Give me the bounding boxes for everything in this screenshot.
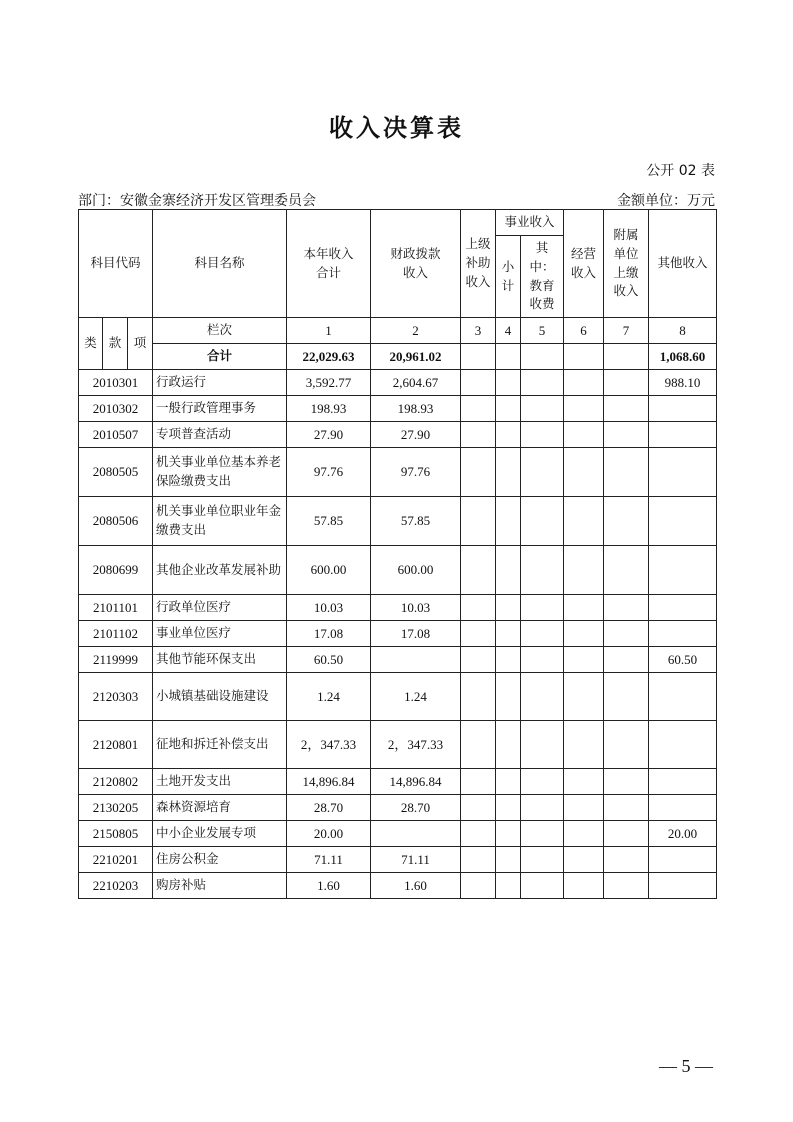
col-num: 6: [564, 318, 604, 344]
col-num: 2: [371, 318, 461, 344]
row-name: 行政运行: [153, 370, 287, 396]
row-code: 2080699: [79, 546, 153, 595]
row-total: 17.08: [287, 621, 371, 647]
empty-cell: [604, 396, 649, 422]
row-fiscal: 600.00: [371, 546, 461, 595]
row-other: [649, 595, 717, 621]
empty-cell: [521, 370, 564, 396]
row-code: 2101101: [79, 595, 153, 621]
row-fiscal: 71.11: [371, 847, 461, 873]
col-num: 3: [461, 318, 496, 344]
empty-cell: [604, 769, 649, 795]
empty-cell: [496, 595, 521, 621]
table-row: [79, 647, 717, 673]
row-total: 60.50: [287, 647, 371, 673]
row-name: 行政单位医疗: [153, 595, 287, 621]
row-name: 专项普查活动: [153, 422, 287, 448]
empty-cell: [496, 673, 521, 721]
row-code: 2080505: [79, 448, 153, 497]
header-name: 科目名称: [153, 210, 287, 318]
row-code: 2010302: [79, 396, 153, 422]
empty-cell: [521, 673, 564, 721]
row-other: [649, 422, 717, 448]
row-code: 2101102: [79, 621, 153, 647]
row-code: 2080506: [79, 497, 153, 546]
row-code: 2119999: [79, 647, 153, 673]
row-other: [649, 673, 717, 721]
row-name: 征地和拆迁补偿支出: [153, 721, 287, 769]
col-num: 5: [521, 318, 564, 344]
empty-cell: [564, 370, 604, 396]
empty-cell: [461, 621, 496, 647]
empty-cell: [461, 546, 496, 595]
row-fiscal: 10.03: [371, 595, 461, 621]
total-fiscal: 20,961.02: [371, 344, 461, 370]
empty-cell: [604, 621, 649, 647]
row-name: 中小企业发展专项: [153, 821, 287, 847]
row-other: [649, 497, 717, 546]
empty-cell: [496, 873, 521, 899]
row-code: 2150805: [79, 821, 153, 847]
row-total: 14,896.84: [287, 769, 371, 795]
empty-cell: [461, 647, 496, 673]
empty-cell: [564, 621, 604, 647]
row-code: 2010507: [79, 422, 153, 448]
row-total: 1.24: [287, 673, 371, 721]
empty-cell: [496, 769, 521, 795]
empty-cell: [604, 821, 649, 847]
empty-cell: [521, 847, 564, 873]
empty-cell: [521, 621, 564, 647]
empty-cell: [604, 595, 649, 621]
empty-cell: [461, 673, 496, 721]
total-other: 1,068.60: [649, 344, 717, 370]
row-fiscal: 97.76: [371, 448, 461, 497]
amount-unit-label: 金额单位：万元: [617, 193, 715, 209]
row-fiscal: 28.70: [371, 795, 461, 821]
row-name: 森林资源培育: [153, 795, 287, 821]
page-number: — 5 —: [659, 1056, 713, 1076]
header-subtotal: 小 计: [496, 236, 521, 318]
row-name: 其他节能环保支出: [153, 647, 287, 673]
row-code: 2120802: [79, 769, 153, 795]
empty-cell: [564, 422, 604, 448]
empty-cell: [564, 673, 604, 721]
row-total: 28.70: [287, 795, 371, 821]
empty-cell: [564, 448, 604, 497]
empty-cell: [521, 497, 564, 546]
empty-cell: [564, 396, 604, 422]
empty-cell: [496, 370, 521, 396]
row-total: 2，347.33: [287, 721, 371, 769]
row-name: 一般行政管理事务: [153, 396, 287, 422]
empty-cell: [496, 448, 521, 497]
row-fiscal: 27.90: [371, 422, 461, 448]
empty-cell: [521, 647, 564, 673]
row-fiscal: 14,896.84: [371, 769, 461, 795]
row-other: [649, 873, 717, 899]
empty-cell: [496, 497, 521, 546]
income-table: [78, 209, 717, 899]
empty-cell: [496, 396, 521, 422]
header-business: 事业收入: [496, 210, 564, 236]
empty-cell: [496, 821, 521, 847]
empty-cell: [564, 647, 604, 673]
row-fiscal: 198.93: [371, 396, 461, 422]
empty-cell: [521, 873, 564, 899]
row-code: 2210203: [79, 873, 153, 899]
empty-cell: [521, 448, 564, 497]
table-row: [79, 821, 717, 847]
row-total: 1.60: [287, 873, 371, 899]
table-row: [79, 546, 717, 595]
empty-cell: [496, 847, 521, 873]
row-other: 60.50: [649, 647, 717, 673]
total-amount: 22,029.63: [287, 344, 371, 370]
empty-cell: [521, 821, 564, 847]
empty-cell: [461, 370, 496, 396]
empty-cell: [564, 821, 604, 847]
row-total: 198.93: [287, 396, 371, 422]
empty-cell: [604, 795, 649, 821]
empty-cell: [604, 847, 649, 873]
empty-cell: [521, 546, 564, 595]
empty-cell: [604, 422, 649, 448]
table-row: [79, 396, 717, 422]
empty-cell: [564, 873, 604, 899]
row-other: [649, 621, 717, 647]
header-kuan: 款: [103, 318, 128, 370]
row-code: 2010301: [79, 370, 153, 396]
row-fiscal: 2，347.33: [371, 721, 461, 769]
empty-cell: [521, 595, 564, 621]
row-total: 20.00: [287, 821, 371, 847]
empty-cell: [604, 721, 649, 769]
table-row: [79, 621, 717, 647]
col-num: 4: [496, 318, 521, 344]
table-row: [79, 873, 717, 899]
empty-cell: [496, 795, 521, 821]
empty-cell: [564, 595, 604, 621]
table-row: [79, 673, 717, 721]
empty-cell: [521, 721, 564, 769]
row-code: 2120801: [79, 721, 153, 769]
row-other: [649, 795, 717, 821]
empty-cell: [496, 721, 521, 769]
row-name: 住房公积金: [153, 847, 287, 873]
row-other: 988.10: [649, 370, 717, 396]
row-name: 购房补贴: [153, 873, 287, 899]
row-fiscal: [371, 821, 461, 847]
table-row: [79, 448, 717, 497]
header-fiscal: 财政拨款 收入: [371, 210, 461, 318]
empty-cell: [521, 396, 564, 422]
row-total: 97.76: [287, 448, 371, 497]
empty-cell: [496, 546, 521, 595]
row-other: [649, 721, 717, 769]
table-row: [79, 721, 717, 769]
empty-cell: [496, 621, 521, 647]
row-fiscal: 17.08: [371, 621, 461, 647]
row-name: 土地开发支出: [153, 769, 287, 795]
row-name: 机关事业单位基本养老保险缴费支出: [153, 448, 287, 497]
row-fiscal: 2,604.67: [371, 370, 461, 396]
empty-cell: [604, 546, 649, 595]
header-xiang: 项: [128, 318, 153, 370]
row-fiscal: 1.60: [371, 873, 461, 899]
header-affiliated: 附属 单位 上缴 收入: [604, 210, 649, 318]
form-number: 公开 02 表: [646, 163, 715, 179]
header-other: 其他收入: [649, 210, 717, 318]
empty-cell: [461, 497, 496, 546]
row-other: [649, 546, 717, 595]
row-code: 2130205: [79, 795, 153, 821]
row-fiscal: 57.85: [371, 497, 461, 546]
col-num: 7: [604, 318, 649, 344]
empty-cell: [461, 396, 496, 422]
table-row: [79, 795, 717, 821]
table-row: [79, 769, 717, 795]
data-rows: [79, 370, 717, 899]
row-total: 10.03: [287, 595, 371, 621]
row-total: 57.85: [287, 497, 371, 546]
empty-cell: [461, 721, 496, 769]
empty-cell: [604, 448, 649, 497]
row-other: [649, 448, 717, 497]
empty-cell: [604, 673, 649, 721]
empty-cell: [461, 448, 496, 497]
page-title: 收入决算表: [329, 114, 464, 142]
row-other: [649, 769, 717, 795]
row-code: 2120303: [79, 673, 153, 721]
empty-cell: [604, 873, 649, 899]
row-name: 事业单位医疗: [153, 621, 287, 647]
row-name: 小城镇基础设施建设: [153, 673, 287, 721]
total-label: 合计: [153, 344, 287, 370]
empty-cell: [604, 497, 649, 546]
row-other: 20.00: [649, 821, 717, 847]
table-row: [79, 595, 717, 621]
empty-cell: [564, 546, 604, 595]
header-operating: 经营 收入: [564, 210, 604, 318]
table-row: [79, 847, 717, 873]
row-total: 600.00: [287, 546, 371, 595]
empty-cell: [461, 769, 496, 795]
header-education: 其中： 教育 收费: [521, 236, 564, 318]
empty-cell: [496, 422, 521, 448]
empty-cell: [521, 769, 564, 795]
empty-cell: [604, 647, 649, 673]
table-row: [79, 497, 717, 546]
col-num: 8: [649, 318, 717, 344]
empty-cell: [461, 422, 496, 448]
empty-cell: [564, 721, 604, 769]
table-row: [79, 370, 717, 396]
row-code: 2210201: [79, 847, 153, 873]
row-total: 27.90: [287, 422, 371, 448]
header-code: 科目代码: [79, 210, 153, 318]
empty-cell: [461, 821, 496, 847]
department-label: 部门：安徽金寨经济开发区管理委员会: [78, 193, 316, 209]
empty-cell: [521, 795, 564, 821]
row-total: 71.11: [287, 847, 371, 873]
row-other: [649, 396, 717, 422]
empty-cell: [604, 370, 649, 396]
col-num: 1: [287, 318, 371, 344]
empty-cell: [564, 847, 604, 873]
header-total: 本年收入 合计: [287, 210, 371, 318]
table-row: [79, 422, 717, 448]
empty-cell: [496, 647, 521, 673]
row-name: 机关事业单位职业年金缴费支出: [153, 497, 287, 546]
row-fiscal: [371, 647, 461, 673]
row-total: 3,592.77: [287, 370, 371, 396]
header-lei: 类: [79, 318, 103, 370]
empty-cell: [461, 873, 496, 899]
empty-cell: [461, 847, 496, 873]
row-fiscal: 1.24: [371, 673, 461, 721]
empty-cell: [564, 769, 604, 795]
row-other: [649, 847, 717, 873]
empty-cell: [521, 422, 564, 448]
row-name: 其他企业改革发展补助: [153, 546, 287, 595]
column-order-label: 栏次: [153, 318, 287, 344]
empty-cell: [564, 497, 604, 546]
header-superior: 上级 补助 收入: [461, 210, 496, 318]
empty-cell: [461, 595, 496, 621]
empty-cell: [564, 795, 604, 821]
empty-cell: [461, 795, 496, 821]
